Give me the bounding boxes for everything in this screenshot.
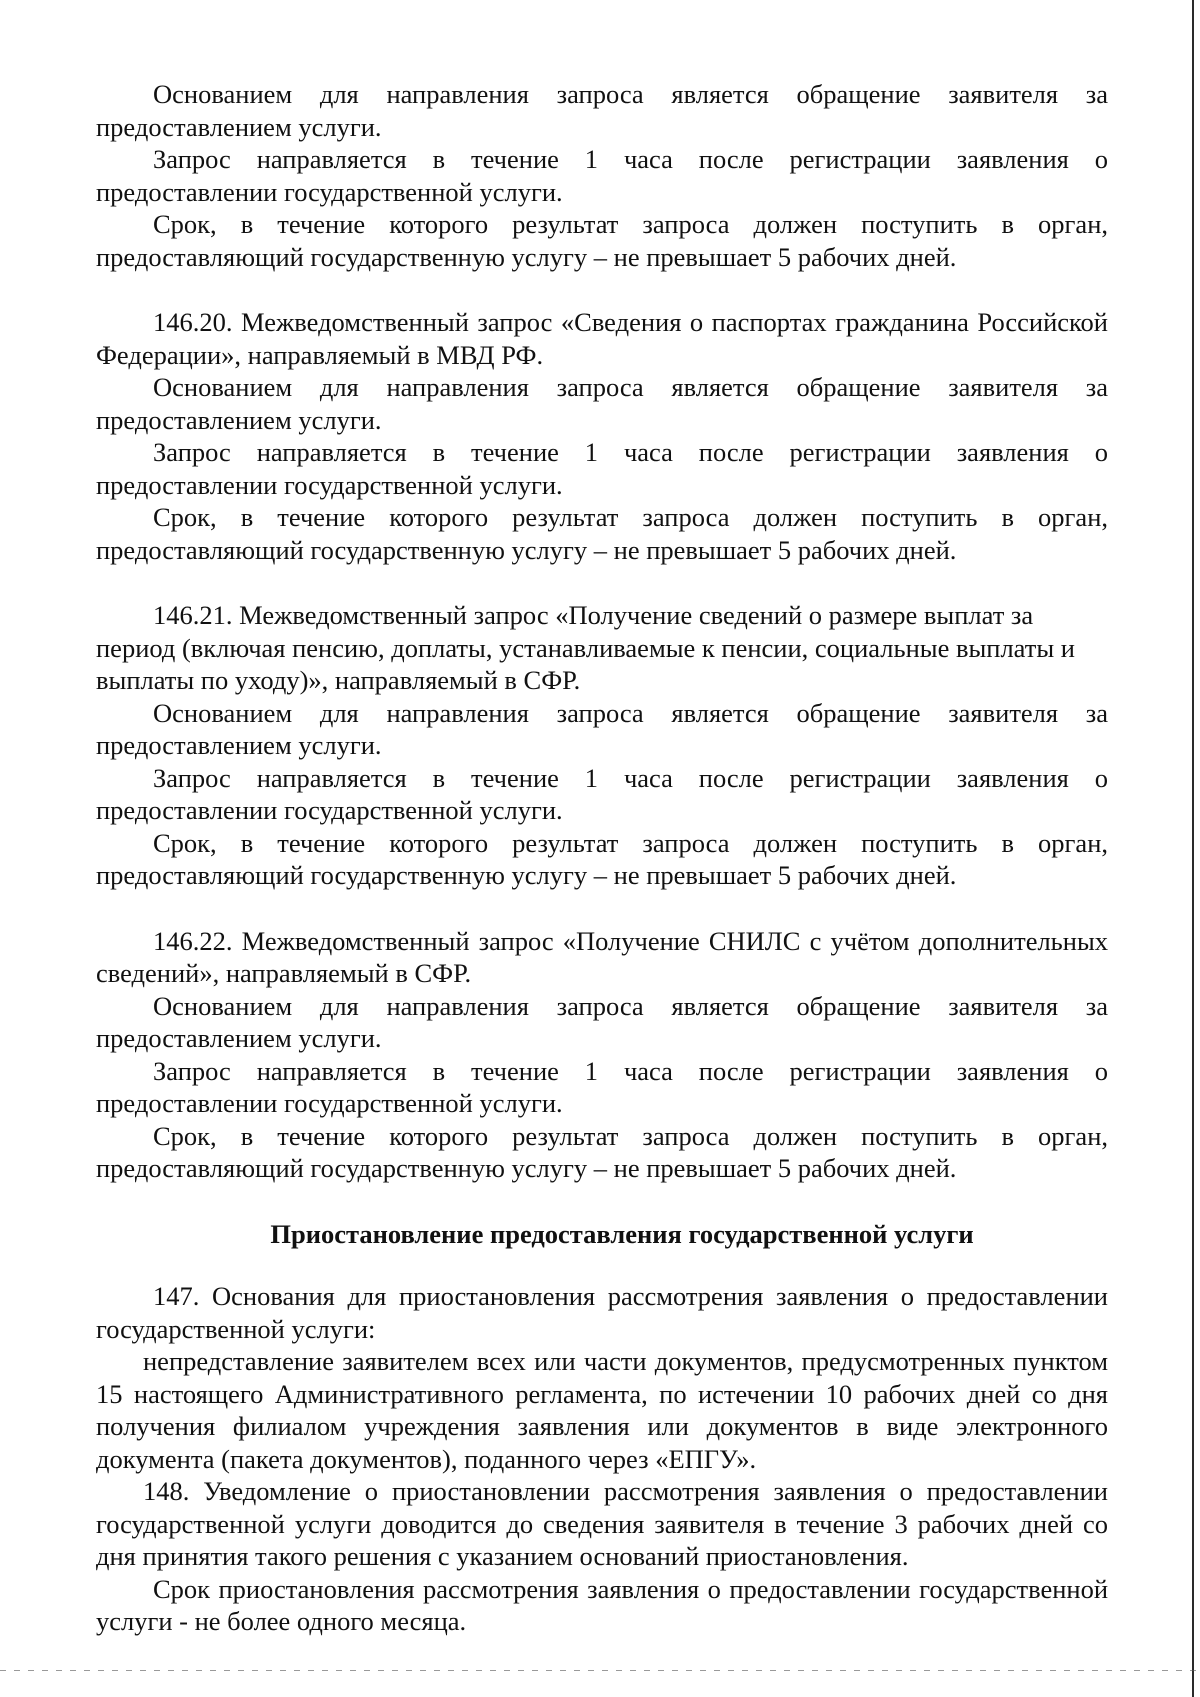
paragraph: Срок, в течение которого результат запроса должен поступить в орган, предоставляющий государственную услугу – не превышает 5 рабочих дней. [96, 502, 1108, 565]
paragraph: Основанием для направления запроса является обращение заявителя за предоставлением услуги. [96, 990, 1108, 1053]
document-body [96, 78, 1108, 1638]
clause-147-item: непредставление заявителем всех или части документов, предусмотренных пунктом 15 настоящего Административного регламента, по истечении 10 рабочих дней со дня получения филиалом учреждения заявления или документов в виде электронного документа (пакета документов), поданного через «ЕПГУ». [96, 1346, 1108, 1474]
clause-title: 146.20. Межведомственный запрос «Сведения о паспортах гражданина Российской Федерации», направляемый в МВД РФ. [96, 307, 1108, 370]
clause-title: 146.22. Межведомственный запрос «Получение СНИЛС с учётом дополнительных сведений», направляемый в СФР. [96, 925, 1108, 988]
clause-148: 148. Уведомление о приостановлении рассмотрения заявления о предоставлении государственной услуги доводится до сведения заявителя в течение 3 рабочих дней со дня принятия такого решения с указанием оснований приостановления. [96, 1476, 1108, 1571]
paragraph: Основанием для направления запроса является обращение заявителя за предоставлением услуги. [96, 372, 1108, 435]
section-intro [96, 78, 1108, 273]
paragraph: Срок, в течение которого результат запроса должен поступить в орган, предоставляющий государственную услугу – не превышает 5 рабочих дней. [96, 209, 1108, 272]
paragraph: Запрос направляется в течение 1 часа после регистрации заявления о предоставлении государственной услуги. [96, 1055, 1108, 1118]
section-heading: Приостановление предоставления государственной услуги [270, 1218, 974, 1249]
section-147-148 [96, 1280, 1108, 1638]
clause-148-term: Срок приостановления рассмотрения заявления о предоставлении государственной услуги - не более одного месяца. [96, 1573, 1108, 1636]
paragraph: Основанием для направления запроса является обращение заявителя за предоставлением услуги. [96, 697, 1108, 760]
paragraph: Запрос направляется в течение 1 часа после регистрации заявления о предоставлении государственной услуги. [96, 762, 1108, 825]
paragraph: Срок, в течение которого результат запроса должен поступить в орган, предоставляющий государственную услугу – не превышает 5 рабочих дней. [96, 1120, 1108, 1183]
section-146-21 [96, 599, 1108, 892]
section-146-22 [96, 925, 1108, 1185]
paragraph: Запрос направляется в течение 1 часа после регистрации заявления о предоставлении государственной услуги. [96, 437, 1108, 500]
scan-bottom-artifact [0, 1670, 1200, 1671]
clause-title: 146.21. Межведомственный запрос «Получение сведений о размере выплат за период (включая пенсию, доплаты, устанавливаемые к пенсии, социальные выплаты и выплаты по уходу)», направляемый в СФР. [96, 600, 1075, 695]
paragraph: Основанием для направления запроса является обращение заявителя за предоставлением услуги. [96, 79, 1108, 142]
scan-edge-line [1192, 0, 1194, 1697]
section-146-20 [96, 306, 1108, 566]
clause-147: 147. Основания для приостановления рассмотрения заявления о предоставлении государственной услуги: [96, 1281, 1108, 1344]
paragraph: Срок, в течение которого результат запроса должен поступить в орган, предоставляющий государственную услугу – не превышает 5 рабочих дней. [96, 827, 1108, 890]
paragraph: Запрос направляется в течение 1 часа после регистрации заявления о предоставлении государственной услуги. [96, 144, 1108, 207]
